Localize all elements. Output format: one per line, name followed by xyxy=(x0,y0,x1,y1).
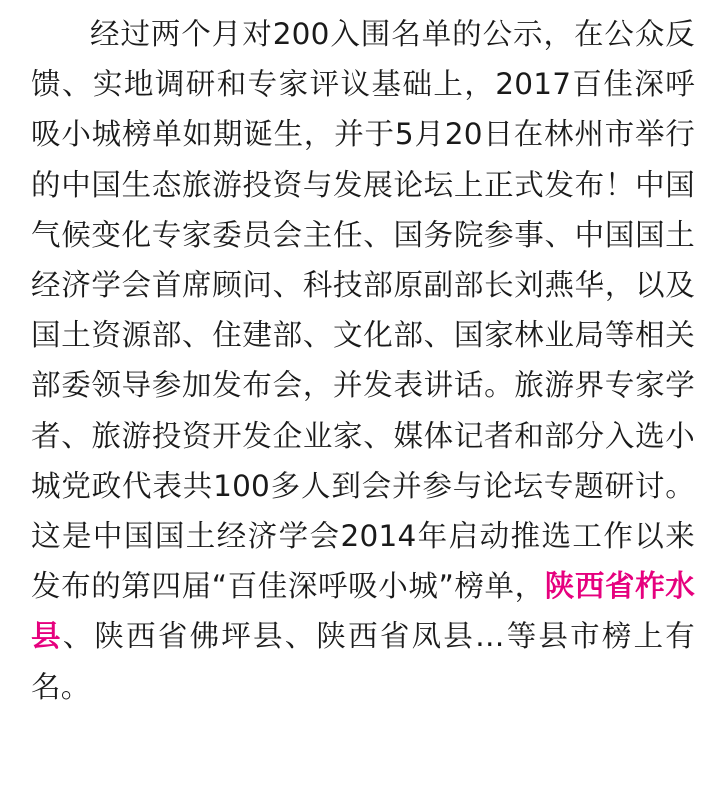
highlighted-county-name: 陕西省柞水县 xyxy=(31,569,695,654)
text-segment-ending: 、陕西省佛坪县、陕西省凤县…等县市榜上有名。 xyxy=(31,619,695,704)
article-paragraph xyxy=(31,9,695,712)
text-segment-intro: 经过两个月对200入围名单的公示，在公众反馈、实地调研和专家评议基础上，2017百佳深呼吸小城榜单如期诞生，并于5月20日在林州市举行的中国生态旅游投资与发展论坛上正式发布！中国气候变化专家委员会主任、国务院参事、中国国土经济学会首席顾问、科技部原副部长刘燕华，以及国土资源部、住建部、文化部、国家林业局等相关部委领导参加发布会，并发表讲话。旅游界专家学者、旅游投资开发企业家、媒体记者和部分入选小城党政代表共100多人到会并参与论坛专题研讨。这是中国国土经济学会2014年启动推选工作以来发布的第四届“百佳深呼吸小城”榜单， xyxy=(31,17,695,604)
